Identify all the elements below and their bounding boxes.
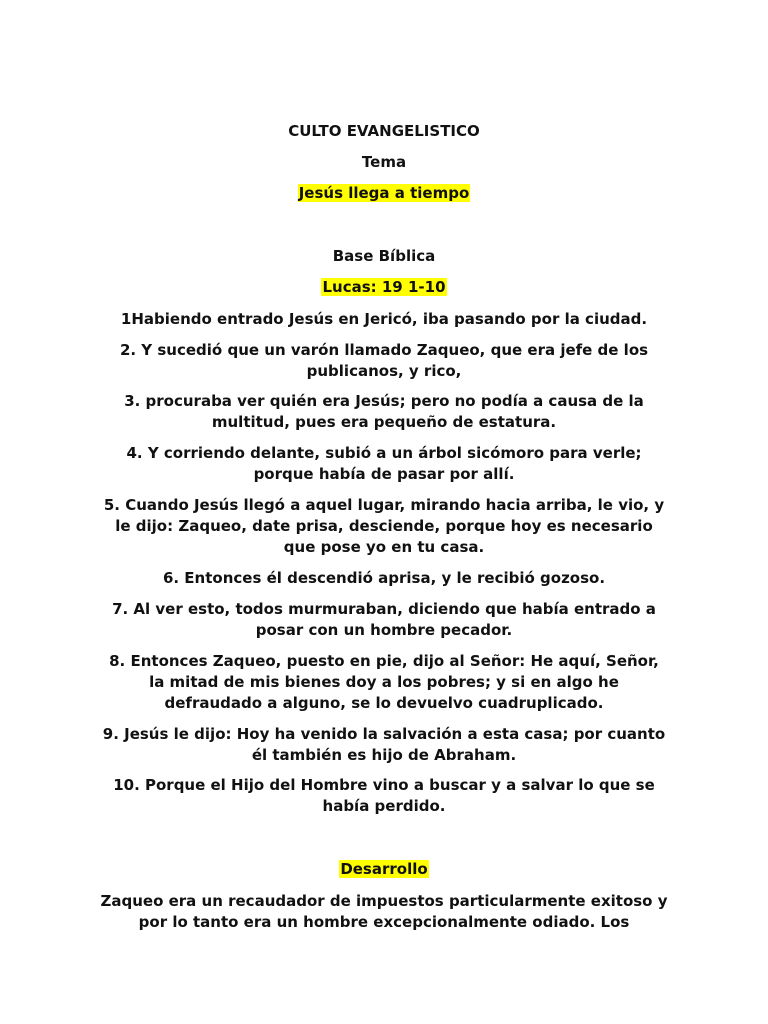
verse-8: 8. Entonces Zaqueo, puesto en pie, dijo al Señor: He aquí, Señor, la mitad de mis bienes doy a los pobres; y si en algo he defraudado a alguno, se lo devuelvo cuadruplicado. [109,652,659,712]
verse-6: 6. Entonces él descendió aprisa, y le recibió gozoso. [162,569,606,587]
verse-4: 4. Y corriendo delante, subió a un árbol sicómoro para verle; porque había de pasar por allí. [126,444,642,483]
verse-7: 7. Al ver esto, todos murmuraban, diciendo que había entrado a posar con un hombre pecador. [112,600,656,639]
tema-value [100,183,668,204]
base-biblica-label [100,246,668,267]
verse-3: 3. procuraba ver quién era Jesús; pero no podía a causa de la multitud, pues era pequeño de estatura. [124,392,644,431]
tema-highlight: Jesús llega a tiempo [298,184,470,202]
verse-1: 1Habiendo entrado Jesús en Jericó, iba pasando por la ciudad. [120,310,648,328]
title-text: CULTO EVANGELISTICO [288,122,480,140]
desarrollo-heading [100,859,668,880]
verse-9: 9. Jesús le dijo: Hoy ha venido la salvación a esta casa; por cuanto él también es hijo de Abraham. [102,725,666,764]
base-biblica-text: Base Bíblica [332,247,436,265]
verse-10: 10. Porque el Hijo del Hombre vino a buscar y a salvar lo que se había perdido. [113,776,655,815]
reference-highlight: Lucas: 19 1-10 [322,278,446,296]
document-title [100,121,668,142]
tema-label [100,152,668,173]
bible-reference [100,277,668,298]
verse-5: 5. Cuando Jesús llegó a aquel lugar, mirando hacia arriba, le vio, y le dijo: Zaqueo, date prisa, desciende, porque hoy es necesario que pose yo en tu casa. [103,496,665,556]
desarrollo-highlight: Desarrollo [340,860,428,878]
tema-label-text: Tema [361,153,407,171]
desarrollo-paragraph: Zaqueo era un recaudador de impuestos particularmente exitoso y por lo tanto era un hombre excepcionalmente odiado. Los [100,892,668,931]
verse-2: 2. Y sucedió que un varón llamado Zaqueo, que era jefe de los publicanos, y rico, [119,341,649,380]
